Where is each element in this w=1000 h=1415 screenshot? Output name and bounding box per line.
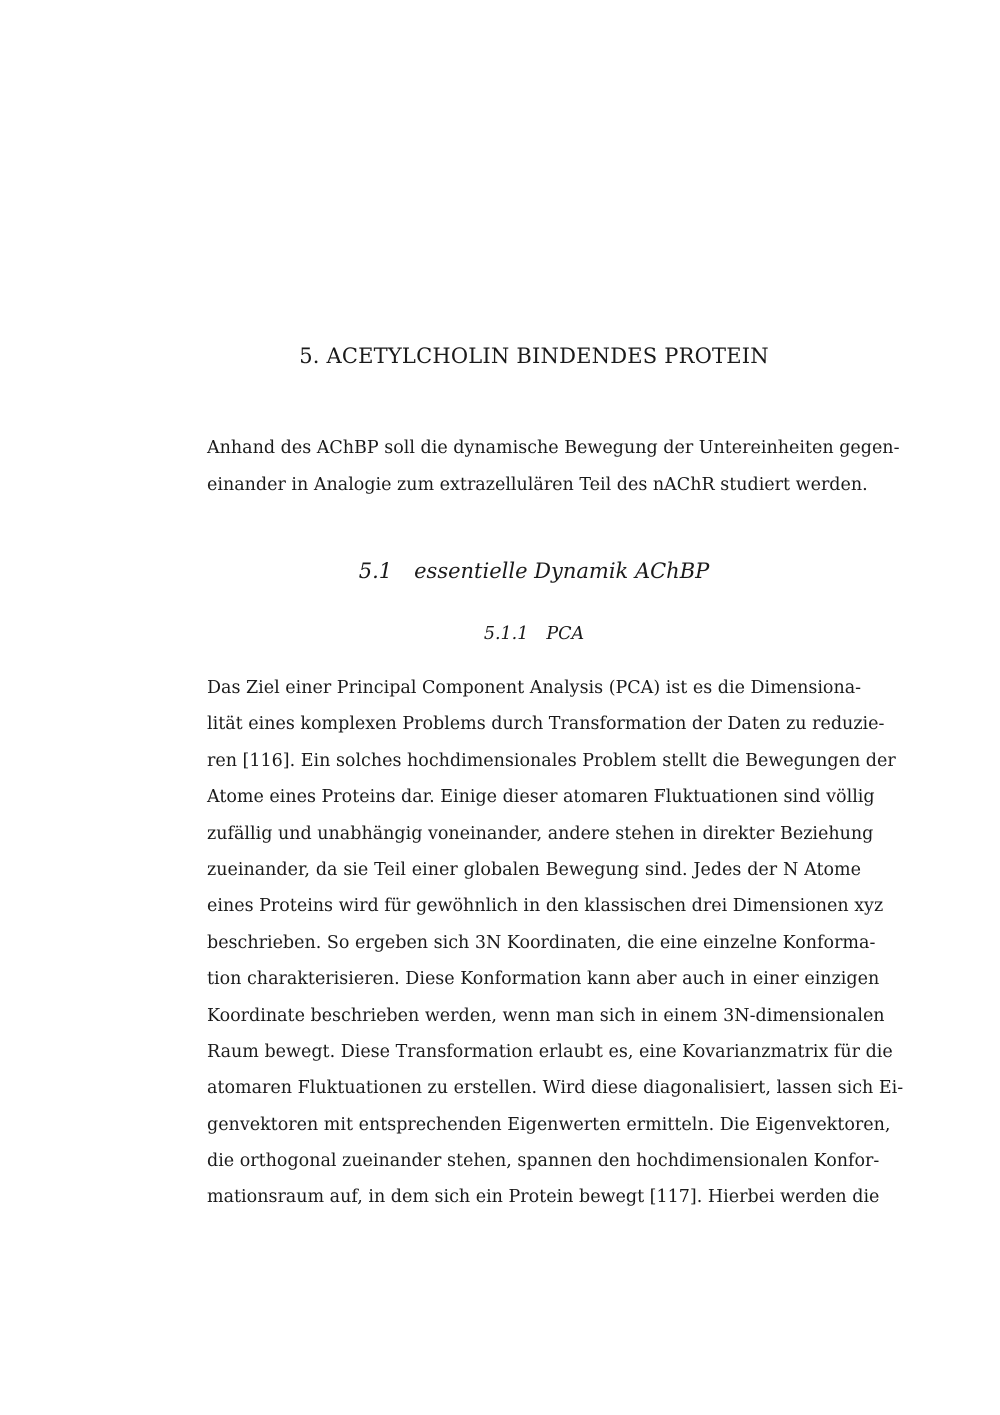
body-line: tion charakterisieren. Diese Konformation kann aber auch in einer einzigen — [207, 969, 880, 990]
body-line: atomaren Fluktuationen zu erstellen. Wird diese diagonalisiert, lassen sich Ei- — [207, 1078, 904, 1099]
section-heading — [207, 555, 861, 587]
subsection-title: PCA — [546, 624, 585, 644]
body-line: Koordinate beschrieben werden, wenn man sich in einem 3N-dimensionalen — [207, 1005, 885, 1026]
chapter-title: 5. ACETYLCHOLIN BINDENDES PROTEIN — [299, 344, 769, 368]
body-line: Atome eines Proteins dar. Einige dieser atomaren Fluktuationen sind völlig — [207, 787, 875, 808]
body-line: Raum bewegt. Diese Transformation erlaubt es, eine Kovarianzmatrix für die — [207, 1041, 893, 1062]
body-line: genvektoren mit entsprechenden Eigenwerten ermitteln. Die Eigenvektoren, — [207, 1114, 891, 1135]
intro-line: Anhand des AChBP soll die dynamische Bewegung der Untereinheiten gegen- — [207, 438, 900, 458]
section-number: 5.1 — [358, 559, 393, 583]
body-line: eines Proteins wird für gewöhnlich in den klassischen drei Dimensionen xyz — [207, 896, 884, 917]
body-line: Das Ziel einer Principal Component Analysis (PCA) ist es die Dimensiona- — [207, 678, 862, 698]
section-title: essentielle Dynamik AChBP — [414, 559, 710, 583]
body-line: die orthogonal zueinander stehen, spannen den hochdimensionalen Konfor- — [207, 1151, 880, 1172]
body-line: zueinander, da sie Teil einer globalen Bewegung sind. Jedes der N Atome — [207, 859, 861, 880]
body-paragraph — [207, 670, 904, 1216]
intro-paragraph — [207, 430, 900, 504]
body-line: ren [116]. Ein solches hochdimensionales Problem stellt die Bewegungen der — [207, 750, 896, 771]
subsection-number: 5.1.1 — [483, 624, 529, 644]
body-line: lität eines komplexen Problems durch Transformation der Daten zu reduzie- — [207, 714, 885, 735]
intro-line: einander in Analogie zum extrazellulären Teil des nAChR studiert werden. — [207, 475, 868, 495]
subsection-heading — [207, 620, 861, 648]
body-line: mationsraum auf, in dem sich ein Protein bewegt [117]. Hierbei werden die — [207, 1187, 880, 1208]
body-line: beschrieben. So ergeben sich 3N Koordinaten, die eine einzelne Konforma- — [207, 932, 876, 953]
body-line: zufällig und unabhängig voneinander, andere stehen in direkter Beziehung — [207, 823, 874, 844]
